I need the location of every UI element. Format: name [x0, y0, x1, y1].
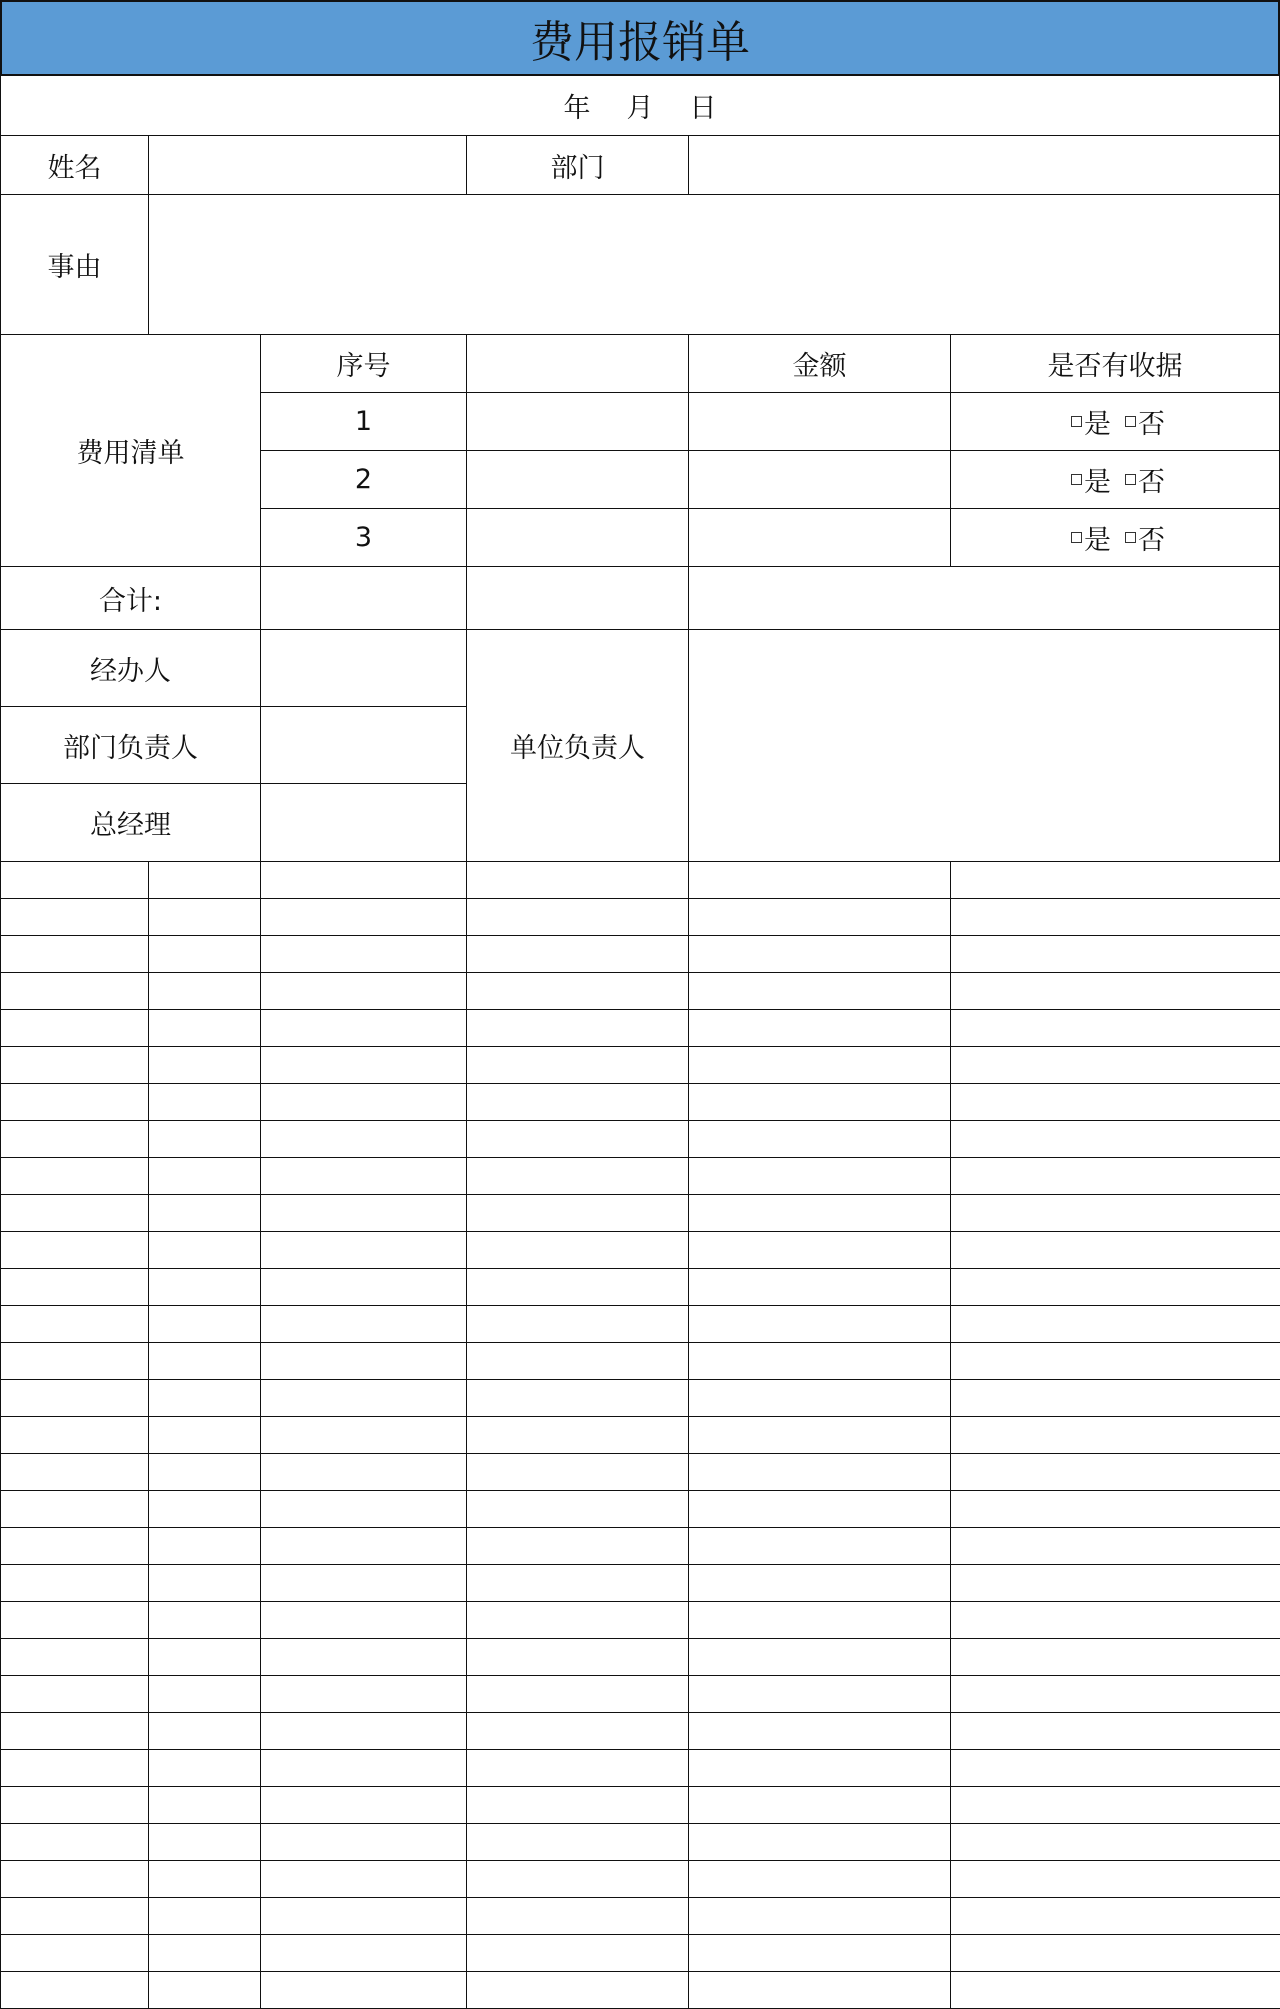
unit-head-label: 单位负责人: [466, 629, 689, 862]
blank-cell[interactable]: [260, 1379, 467, 1417]
blank-cell[interactable]: [688, 972, 951, 1010]
row-3-serial: 3: [260, 508, 467, 567]
blank-cell[interactable]: [0, 1786, 149, 1824]
blank-cell[interactable]: [466, 1268, 689, 1306]
gm-signature-field[interactable]: [260, 783, 467, 862]
receipt-yes-checkbox[interactable]: [1071, 532, 1082, 543]
receipt-no-label: 否: [1138, 525, 1165, 556]
blank-cell[interactable]: [950, 1342, 1280, 1380]
blank-cell[interactable]: [466, 1564, 689, 1602]
blank-cell[interactable]: [950, 1897, 1280, 1935]
reason-label: 事由: [0, 194, 149, 335]
receipt-yes-checkbox[interactable]: [1071, 474, 1082, 485]
row-2-item[interactable]: [466, 450, 689, 509]
blank-cell[interactable]: [148, 1453, 261, 1491]
blank-cell[interactable]: [466, 1527, 689, 1565]
blank-cell[interactable]: [950, 1120, 1280, 1158]
form-title: 费用报销单: [0, 0, 1280, 76]
blank-cell[interactable]: [466, 861, 689, 899]
blank-cell[interactable]: [950, 1601, 1280, 1639]
blank-cell[interactable]: [0, 1305, 149, 1343]
blank-cell[interactable]: [0, 1120, 149, 1158]
blank-cell[interactable]: [466, 1712, 689, 1750]
blank-cell[interactable]: [260, 935, 467, 973]
blank-cell[interactable]: [688, 1601, 951, 1639]
blank-cell[interactable]: [466, 1490, 689, 1528]
blank-cell[interactable]: [148, 1675, 261, 1713]
blank-cell[interactable]: [260, 1416, 467, 1454]
blank-cell[interactable]: [688, 1860, 951, 1898]
blank-cell[interactable]: [466, 898, 689, 936]
date-year-label: 年: [563, 93, 591, 124]
header-serial-no: 序号: [260, 334, 467, 393]
blank-cell[interactable]: [688, 1379, 951, 1417]
handler-label: 经办人: [0, 629, 261, 707]
blank-cell[interactable]: [688, 1231, 951, 1269]
blank-cell[interactable]: [950, 1675, 1280, 1713]
blank-cell[interactable]: [688, 1490, 951, 1528]
blank-cell[interactable]: [950, 1157, 1280, 1195]
blank-cell[interactable]: [466, 1823, 689, 1861]
blank-cell[interactable]: [260, 972, 467, 1010]
blank-cell[interactable]: [950, 1046, 1280, 1084]
blank-cell[interactable]: [0, 1490, 149, 1528]
blank-cell[interactable]: [0, 1934, 149, 1972]
blank-cell[interactable]: [260, 1897, 467, 1935]
blank-cell[interactable]: [950, 1009, 1280, 1047]
blank-cell[interactable]: [260, 1453, 467, 1491]
blank-cell[interactable]: [688, 1971, 951, 2009]
row-1-item[interactable]: [466, 392, 689, 451]
blank-cell[interactable]: [0, 1564, 149, 1602]
receipt-no-checkbox[interactable]: [1125, 474, 1136, 485]
blank-cell[interactable]: [260, 1749, 467, 1787]
blank-cell[interactable]: [260, 1157, 467, 1195]
blank-cell[interactable]: [950, 1823, 1280, 1861]
date-day-label: 日: [689, 93, 717, 124]
blank-cell[interactable]: [950, 1971, 1280, 2009]
blank-cell[interactable]: [148, 1379, 261, 1417]
blank-cell[interactable]: [466, 1009, 689, 1047]
expense-list-label: 费用清单: [0, 334, 261, 567]
blank-cell[interactable]: [688, 861, 951, 899]
blank-cell[interactable]: [950, 1416, 1280, 1454]
blank-cell[interactable]: [950, 1786, 1280, 1824]
blank-cell[interactable]: [688, 1749, 951, 1787]
receipt-no-checkbox[interactable]: [1125, 532, 1136, 543]
blank-cell[interactable]: [950, 1194, 1280, 1232]
blank-cell[interactable]: [950, 1453, 1280, 1491]
name-label: 姓名: [0, 135, 149, 195]
blank-cell[interactable]: [688, 1194, 951, 1232]
header-has-receipt: 是否有收据: [950, 334, 1280, 393]
blank-cell[interactable]: [466, 1379, 689, 1417]
blank-cell[interactable]: [950, 1749, 1280, 1787]
blank-cell[interactable]: [0, 1416, 149, 1454]
blank-cell[interactable]: [950, 1231, 1280, 1269]
blank-cell[interactable]: [950, 1527, 1280, 1565]
blank-cell[interactable]: [260, 1564, 467, 1602]
blank-cell[interactable]: [148, 1564, 261, 1602]
blank-cell[interactable]: [688, 1823, 951, 1861]
blank-cell[interactable]: [466, 1971, 689, 2009]
blank-cell[interactable]: [148, 1786, 261, 1824]
blank-cell[interactable]: [466, 1453, 689, 1491]
blank-cell[interactable]: [260, 1305, 467, 1343]
blank-cell[interactable]: [260, 1675, 467, 1713]
blank-cell[interactable]: [0, 1712, 149, 1750]
department-label: 部门: [466, 135, 689, 195]
blank-cell[interactable]: [0, 1527, 149, 1565]
blank-cell[interactable]: [148, 1527, 261, 1565]
blank-cell[interactable]: [260, 861, 467, 899]
reason-field[interactable]: [148, 194, 1280, 335]
date-month-label: 月: [626, 93, 654, 124]
blank-cell[interactable]: [466, 1120, 689, 1158]
gm-label: 总经理: [0, 783, 261, 862]
blank-cell[interactable]: [148, 1231, 261, 1269]
total-field[interactable]: [260, 566, 467, 630]
blank-cell[interactable]: [148, 1934, 261, 1972]
receipt-no-label: 否: [1138, 409, 1165, 440]
blank-cell[interactable]: [0, 1083, 149, 1121]
blank-cell[interactable]: [950, 898, 1280, 936]
blank-cell[interactable]: [148, 1416, 261, 1454]
blank-cell[interactable]: [148, 861, 261, 899]
blank-cell[interactable]: [260, 1009, 467, 1047]
blank-cell[interactable]: [688, 1675, 951, 1713]
blank-cell[interactable]: [688, 1897, 951, 1935]
blank-cell[interactable]: [466, 1194, 689, 1232]
blank-cell[interactable]: [148, 1305, 261, 1343]
unit-head-signature-field[interactable]: [688, 629, 1280, 862]
blank-cell[interactable]: [148, 1083, 261, 1121]
blank-cell[interactable]: [950, 861, 1280, 899]
blank-cell[interactable]: [260, 1120, 467, 1158]
blank-cell[interactable]: [466, 1157, 689, 1195]
receipt-yes-label: 是: [1084, 525, 1111, 556]
header-amount: 金额: [688, 334, 951, 393]
blank-cell[interactable]: [0, 1971, 149, 2009]
total-field-2[interactable]: [466, 566, 689, 630]
blank-cell[interactable]: [466, 1601, 689, 1639]
total-field-3[interactable]: [688, 566, 1280, 630]
blank-cell[interactable]: [466, 1749, 689, 1787]
department-field[interactable]: [688, 135, 1280, 195]
blank-cell[interactable]: [466, 1897, 689, 1935]
blank-cell[interactable]: [688, 1305, 951, 1343]
blank-cell[interactable]: [148, 1971, 261, 2009]
receipt-yes-label: 是: [1084, 467, 1111, 498]
blank-cell[interactable]: [688, 935, 951, 973]
blank-cell[interactable]: [466, 1638, 689, 1676]
blank-cell[interactable]: [688, 1046, 951, 1084]
blank-cell[interactable]: [688, 1268, 951, 1306]
blank-cell[interactable]: [950, 1083, 1280, 1121]
blank-cell[interactable]: [0, 861, 149, 899]
blank-cell[interactable]: [260, 1860, 467, 1898]
row-2-receipt: [950, 450, 1280, 509]
blank-cell[interactable]: [950, 1638, 1280, 1676]
blank-cell[interactable]: [0, 1638, 149, 1676]
receipt-yes-label: 是: [1084, 409, 1111, 440]
blank-cell[interactable]: [688, 1527, 951, 1565]
blank-cell[interactable]: [148, 1046, 261, 1084]
row-3-item[interactable]: [466, 508, 689, 567]
blank-cell[interactable]: [0, 1897, 149, 1935]
dept-head-label: 部门负责人: [0, 706, 261, 784]
blank-cell[interactable]: [0, 1157, 149, 1195]
total-label: 合计:: [0, 566, 261, 630]
blank-cell[interactable]: [148, 1342, 261, 1380]
row-3-receipt: [950, 508, 1280, 567]
blank-cell[interactable]: [148, 1749, 261, 1787]
date-row[interactable]: [0, 75, 1280, 136]
blank-cell[interactable]: [260, 1971, 467, 2009]
blank-cell[interactable]: [466, 1231, 689, 1269]
blank-cell[interactable]: [0, 1860, 149, 1898]
blank-cell[interactable]: [260, 1083, 467, 1121]
blank-cell[interactable]: [148, 1638, 261, 1676]
receipt-yes-checkbox[interactable]: [1071, 416, 1082, 427]
blank-cell[interactable]: [466, 1305, 689, 1343]
blank-cell[interactable]: [260, 1490, 467, 1528]
blank-cell[interactable]: [950, 1564, 1280, 1602]
blank-cell[interactable]: [0, 1046, 149, 1084]
blank-cell[interactable]: [688, 898, 951, 936]
blank-cell[interactable]: [688, 1083, 951, 1121]
blank-cell[interactable]: [0, 1453, 149, 1491]
blank-cell[interactable]: [260, 1601, 467, 1639]
blank-cell[interactable]: [950, 1305, 1280, 1343]
blank-cell[interactable]: [950, 1490, 1280, 1528]
blank-cell[interactable]: [0, 1823, 149, 1861]
blank-cell[interactable]: [148, 1712, 261, 1750]
blank-cell[interactable]: [148, 935, 261, 973]
blank-cell[interactable]: [260, 1712, 467, 1750]
blank-cell[interactable]: [260, 1194, 467, 1232]
blank-cell[interactable]: [688, 1934, 951, 1972]
blank-cell[interactable]: [148, 898, 261, 936]
receipt-no-label: 否: [1138, 467, 1165, 498]
blank-cell[interactable]: [466, 1416, 689, 1454]
blank-cell[interactable]: [688, 1638, 951, 1676]
blank-cell[interactable]: [148, 1194, 261, 1232]
blank-cell[interactable]: [688, 1342, 951, 1380]
blank-cell[interactable]: [260, 1231, 467, 1269]
blank-cell[interactable]: [0, 898, 149, 936]
blank-cell[interactable]: [260, 1934, 467, 1972]
blank-cell[interactable]: [688, 1120, 951, 1158]
row-2-amount[interactable]: [688, 450, 951, 509]
blank-cell[interactable]: [950, 1379, 1280, 1417]
blank-cell[interactable]: [466, 1046, 689, 1084]
blank-cell[interactable]: [688, 1009, 951, 1047]
blank-cell[interactable]: [466, 1083, 689, 1121]
row-3-amount[interactable]: [688, 508, 951, 567]
blank-cell[interactable]: [950, 1860, 1280, 1898]
blank-cell[interactable]: [148, 1897, 261, 1935]
blank-cell[interactable]: [950, 1268, 1280, 1306]
name-field[interactable]: [148, 135, 467, 195]
blank-cell[interactable]: [0, 1009, 149, 1047]
blank-cell[interactable]: [466, 1675, 689, 1713]
blank-cell[interactable]: [148, 1490, 261, 1528]
blank-cell[interactable]: [0, 1675, 149, 1713]
blank-cell[interactable]: [950, 1712, 1280, 1750]
blank-cell[interactable]: [260, 898, 467, 936]
row-2-serial: 2: [260, 450, 467, 509]
blank-cell[interactable]: [0, 1268, 149, 1306]
blank-cell[interactable]: [0, 1749, 149, 1787]
blank-cell[interactable]: [466, 1860, 689, 1898]
header-item: [466, 334, 689, 393]
blank-cell[interactable]: [688, 1453, 951, 1491]
row-1-amount[interactable]: [688, 392, 951, 451]
blank-cell[interactable]: [950, 935, 1280, 973]
handler-signature-field[interactable]: [260, 629, 467, 707]
dept-head-signature-field[interactable]: [260, 706, 467, 784]
blank-cell[interactable]: [260, 1268, 467, 1306]
blank-cell[interactable]: [466, 1786, 689, 1824]
row-1-serial: 1: [260, 392, 467, 451]
blank-cell[interactable]: [148, 1601, 261, 1639]
blank-cell[interactable]: [688, 1416, 951, 1454]
blank-cell[interactable]: [466, 972, 689, 1010]
blank-cell[interactable]: [0, 1194, 149, 1232]
blank-cell[interactable]: [148, 1157, 261, 1195]
blank-cell[interactable]: [0, 1601, 149, 1639]
blank-cell[interactable]: [0, 1231, 149, 1269]
blank-cell[interactable]: [260, 1823, 467, 1861]
blank-cell[interactable]: [0, 972, 149, 1010]
blank-cell[interactable]: [0, 935, 149, 973]
blank-cell[interactable]: [688, 1157, 951, 1195]
blank-cell[interactable]: [148, 1009, 261, 1047]
blank-cell[interactable]: [0, 1379, 149, 1417]
blank-cell[interactable]: [260, 1786, 467, 1824]
blank-cell[interactable]: [260, 1638, 467, 1676]
blank-cell[interactable]: [148, 1823, 261, 1861]
blank-cell[interactable]: [148, 1120, 261, 1158]
blank-cell[interactable]: [688, 1712, 951, 1750]
blank-cell[interactable]: [0, 1342, 149, 1380]
blank-cell[interactable]: [260, 1342, 467, 1380]
blank-cell[interactable]: [148, 1860, 261, 1898]
blank-cell[interactable]: [260, 1527, 467, 1565]
receipt-no-checkbox[interactable]: [1125, 416, 1136, 427]
blank-cell[interactable]: [950, 1934, 1280, 1972]
blank-cell[interactable]: [148, 972, 261, 1010]
blank-cell[interactable]: [466, 1342, 689, 1380]
blank-cell[interactable]: [688, 1786, 951, 1824]
blank-cell[interactable]: [688, 1564, 951, 1602]
row-1-receipt: [950, 392, 1280, 451]
blank-cell[interactable]: [466, 1934, 689, 1972]
blank-cell[interactable]: [260, 1046, 467, 1084]
blank-cell[interactable]: [950, 972, 1280, 1010]
blank-cell[interactable]: [466, 935, 689, 973]
blank-cell[interactable]: [148, 1268, 261, 1306]
